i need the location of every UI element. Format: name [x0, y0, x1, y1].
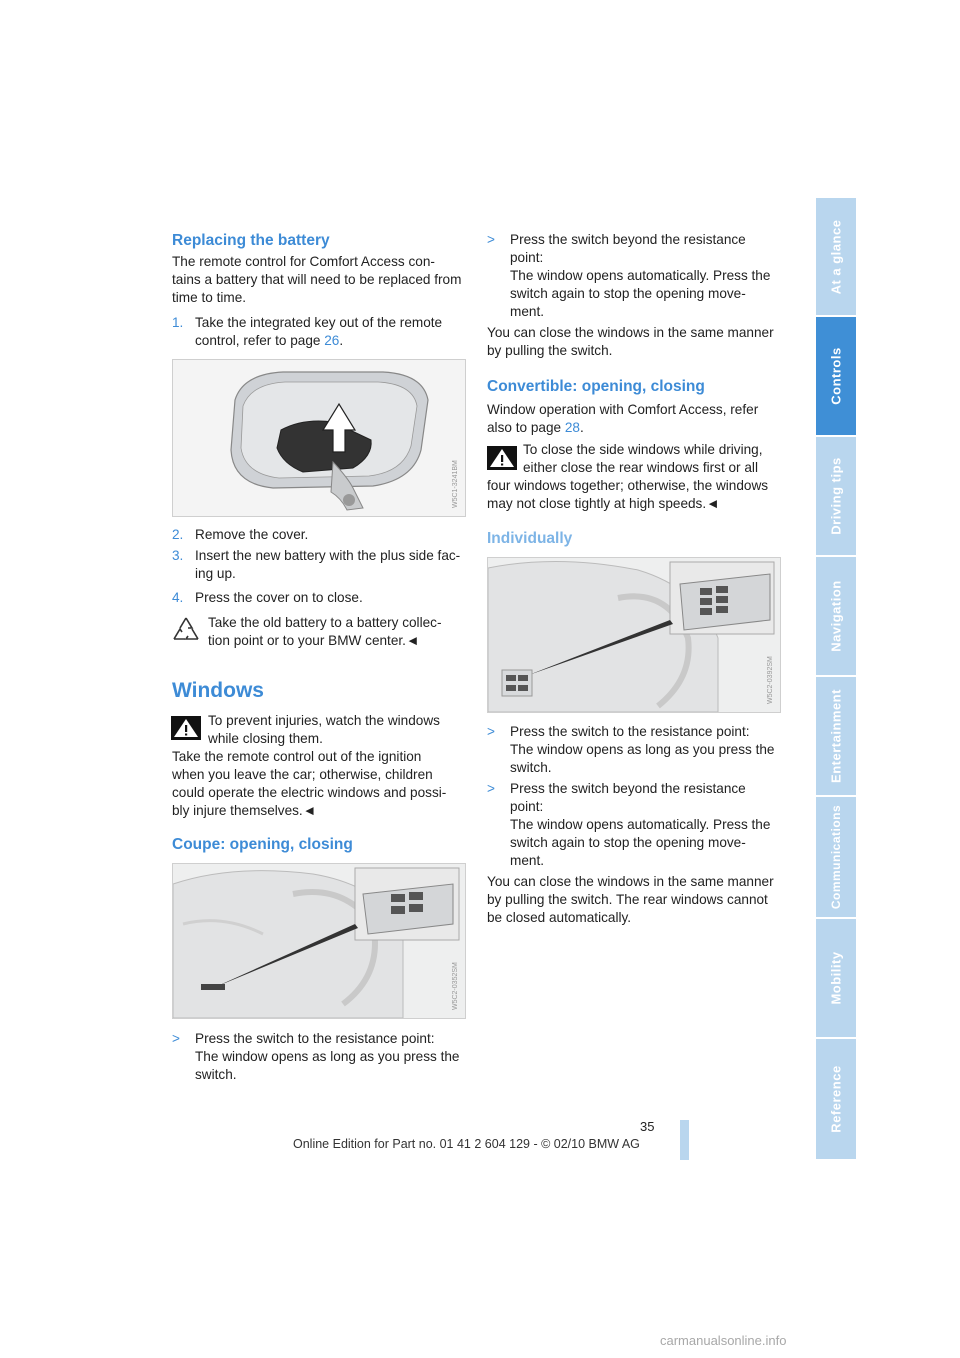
sidebar-tab-label: At a glance [828, 219, 844, 294]
page-number: 35 [640, 1119, 655, 1134]
warning-line: could operate the electric windows and possi- [172, 785, 447, 800]
page-link-26[interactable]: 26 [324, 333, 340, 348]
remote-key-illustration [172, 359, 466, 517]
warning-icon [171, 716, 201, 740]
sidebar-tab-entertainment[interactable] [816, 677, 856, 795]
step-text: ing up. [195, 566, 236, 581]
sidebar-tab-at-a-glance[interactable] [816, 198, 856, 315]
paragraph-line: The remote control for Comfort Access con- [172, 254, 435, 269]
bullet-text: Press the switch beyond the resistance [510, 781, 746, 796]
paragraph-line: You can close the windows in the same manner [487, 325, 774, 340]
step-2 [172, 526, 467, 544]
paragraph-line: time to time. [172, 290, 247, 305]
warning-line: while closing them. [208, 731, 323, 746]
warning-line: either close the rear windows first or all [523, 460, 758, 475]
paragraph-line: You can close the windows in the same manner [487, 874, 774, 889]
bullet-text: The window opens as long as you press the [195, 1049, 460, 1064]
step-text: Press the cover on to close. [195, 590, 363, 605]
bullet-marker: > [487, 781, 495, 796]
sidebar-tab-label: Entertainment [828, 689, 844, 783]
section-heading-convertible: Convertible: opening, closing [487, 378, 705, 395]
step-text: Take the integrated key out of the remote [195, 315, 443, 330]
step-number: 1. [172, 315, 184, 330]
sidebar-tab-communications[interactable] [816, 797, 856, 917]
warning-line: may not close tightly at high speeds.◄ [487, 496, 720, 511]
paragraph-line: Window operation with Comfort Access, refer [487, 402, 759, 417]
bullet-item [487, 231, 782, 321]
paragraph-line: also to page 28. [487, 420, 584, 435]
footer-accent-bar [680, 1120, 689, 1160]
bullet-marker: > [172, 1031, 180, 1046]
figure-code: W5C2-0392SM [767, 656, 774, 704]
warning-line: To prevent injuries, watch the windows [208, 713, 440, 728]
bullet-text: ment. [510, 304, 544, 319]
bullet-text: switch. [195, 1067, 237, 1082]
bullet-marker: > [487, 724, 495, 739]
sidebar-tab-reference[interactable] [816, 1039, 856, 1159]
section-heading-replacing-battery: Replacing the battery [172, 232, 330, 249]
bullet-text: point: [510, 799, 544, 814]
recycle-note-line: tion point or to your BMW center.◄ [208, 633, 420, 648]
sidebar-tab-label: Communications [829, 804, 843, 910]
bullet-text: Press the switch to the resistance point: [195, 1031, 435, 1046]
paragraph-line: by pulling the switch. [487, 343, 613, 358]
edition-footer: Online Edition for Part no. 01 41 2 604 129 - © 02/10 BMW AG [293, 1137, 640, 1151]
bullet-text: Press the switch beyond the resistance [510, 232, 746, 247]
sidebar-tab-controls[interactable] [816, 317, 856, 435]
step-3 [172, 547, 467, 583]
sidebar-tab-navigation[interactable] [816, 557, 856, 675]
step-1 [172, 314, 467, 350]
step-text: Remove the cover. [195, 527, 309, 542]
sidebar-tab-label: Reference [828, 1065, 844, 1133]
section-heading-individually: Individually [487, 530, 573, 547]
recycle-icon [171, 615, 201, 645]
step-text: Insert the new battery with the plus side fac- [195, 548, 461, 563]
figure-code: W5C1-3241BM [452, 460, 459, 508]
step-number: 4. [172, 590, 184, 605]
bullet-text: switch. [510, 760, 552, 775]
step-number: 2. [172, 527, 184, 542]
page-link-28[interactable]: 28 [564, 420, 580, 435]
site-watermark: carmanualsonline.info [660, 1333, 787, 1348]
sidebar-tab-label: Mobility [828, 951, 844, 1005]
step-4 [172, 589, 467, 607]
bullet-text: switch again to stop the opening move- [510, 286, 746, 301]
bullet-text: The window opens as long as you press the [510, 742, 775, 757]
bullet-text: point: [510, 250, 544, 265]
warning-line: four windows together; otherwise, the windows [487, 478, 769, 493]
sidebar-tab-label: Navigation [828, 580, 844, 652]
bullet-marker: > [487, 232, 495, 247]
paragraph-line: be closed automatically. [487, 910, 632, 925]
warning-line: when you leave the car; otherwise, children [172, 767, 433, 782]
bullet-item [487, 780, 782, 870]
recycle-note-line: Take the old battery to a battery collec- [208, 615, 442, 630]
bullet-text: The window opens automatically. Press the [510, 817, 771, 832]
paragraph-line: tains a battery that will need to be replaced from [172, 272, 462, 287]
step-text: control, refer to page 26. [195, 333, 344, 348]
warning-line: Take the remote control out of the ignition [172, 749, 422, 764]
step-number: 3. [172, 548, 184, 563]
figure-code: W5C2-0352SM [452, 962, 459, 1010]
sidebar-tab-label: Driving tips [828, 457, 844, 535]
sidebar-tab-mobility[interactable] [816, 919, 856, 1037]
section-heading-coupe: Coupe: opening, closing [172, 836, 353, 853]
bullet-text: ment. [510, 853, 544, 868]
coupe-window-switch-illustration [172, 863, 466, 1019]
convertible-window-switch-illustration [487, 557, 781, 713]
section-heading-windows: Windows [172, 679, 264, 702]
bullet-item [487, 723, 782, 777]
sidebar-tab-driving-tips[interactable] [816, 437, 856, 555]
bullet-text: switch again to stop the opening move- [510, 835, 746, 850]
bullet-item [172, 1030, 467, 1084]
bullet-text: The window opens automatically. Press the [510, 268, 771, 283]
warning-icon [487, 446, 517, 470]
paragraph-line: by pulling the switch. The rear windows cannot [487, 892, 768, 907]
warning-line: bly injure themselves.◄ [172, 803, 317, 818]
sidebar-tab-label: Controls [828, 347, 844, 405]
bullet-text: Press the switch to the resistance point: [510, 724, 750, 739]
warning-line: To close the side windows while driving, [523, 442, 763, 457]
